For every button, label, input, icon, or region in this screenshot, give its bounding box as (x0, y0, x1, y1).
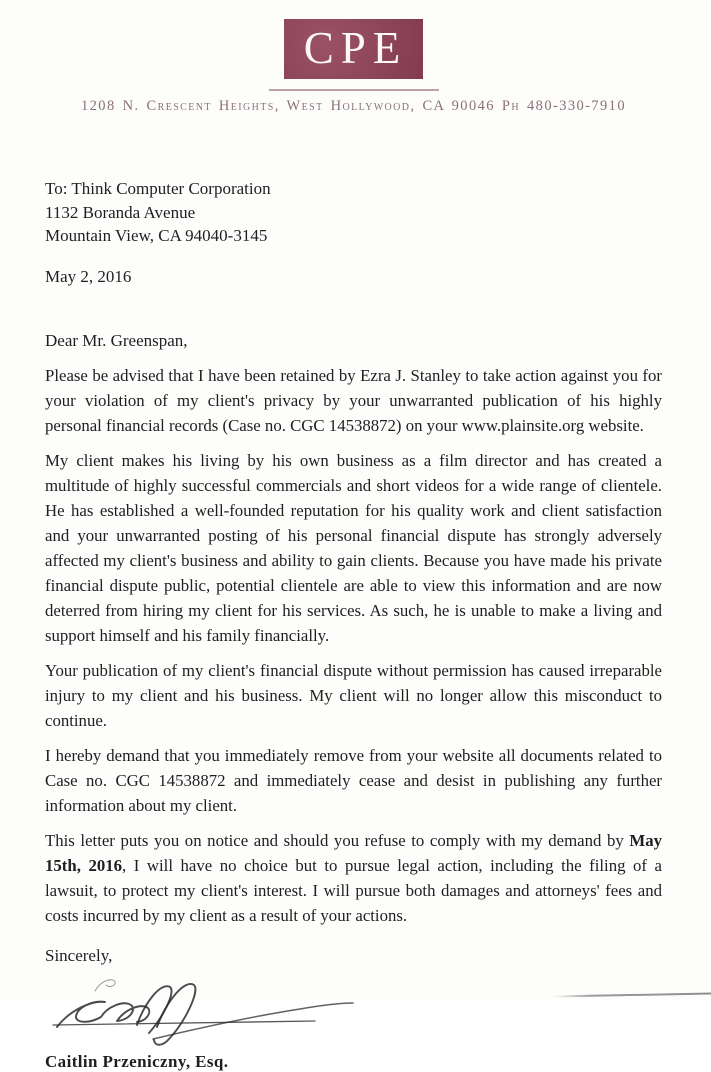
recipient-line-1: To: Think Computer Corporation (45, 179, 271, 198)
recipient-line-2: 1132 Boranda Avenue (45, 202, 196, 222)
letterhead-address: 1208 N. Crescent Heights, West Hollywood, CA 90046 Ph 480-330-7910 (81, 98, 626, 114)
signoff: Sincerely, (45, 946, 113, 965)
deadline-date: May 15th, 2016 (45, 831, 662, 875)
logo-underline-rule (269, 89, 439, 91)
signature-area (45, 969, 662, 1049)
date-line: May 2, 2016 (45, 266, 132, 286)
salutation: Dear Mr. Greenspan, (45, 331, 188, 350)
cpe-logo (284, 19, 424, 79)
paragraph-2: My client makes his living by his own business as a film director and has created a multitude of highly successful commercials and short videos for a wide range of clientele. He has established a well-founded reputation for his quality work and client satisfaction and your unwarranted posting of his personal financial dispute has strongly adversely affected my client's business and ability to gain clients. Because you have made his private financial dispute public, potential clientele are able to view this information and are now deterred from hiring my client for his services. As such, he is unable to make a living and support himself and his family financially. (45, 451, 662, 645)
paragraph-4: I hereby demand that you immediately remove from your website all documents related to Case no. CGC 14538872 and immediately cease and desist in publishing any further information about my client. (45, 746, 662, 815)
signature-image (45, 969, 375, 1049)
paragraph-5-after-deadline: , I will have no choice but to pursue legal action, including the filing of a lawsuit, to protect my client's interest. I will pursue both damages and attorneys' fees and costs incurred by my client as a result of your actions. (45, 856, 663, 925)
paragraph-1: Please be advised that I have been retained by Ezra J. Stanley to take action against you for your violation of my client's privacy by your unwarranted publication of his highly personal financial records (Case no. CGC 14538872) on your www.plainsite.org website. (45, 366, 662, 435)
letter-content (0, 177, 707, 1072)
paragraph-5-before-deadline: This letter puts you on notice and should you refuse to comply with my demand by (45, 831, 630, 850)
recipient-block (45, 177, 662, 248)
signatory-name: Caitlin Przeniczny, Esq. (45, 1052, 229, 1071)
letterhead (0, 0, 707, 115)
paragraph-3: Your publication of my client's financial dispute without permission has caused irreparable injury to my client and his business. My client will no longer allow this misconduct to continue. (45, 661, 662, 730)
cpe-logo-text: CPE (303, 23, 408, 73)
recipient-line-3: Mountain View, CA 94040-3145 (45, 226, 268, 245)
paragraph-5 (45, 828, 662, 928)
